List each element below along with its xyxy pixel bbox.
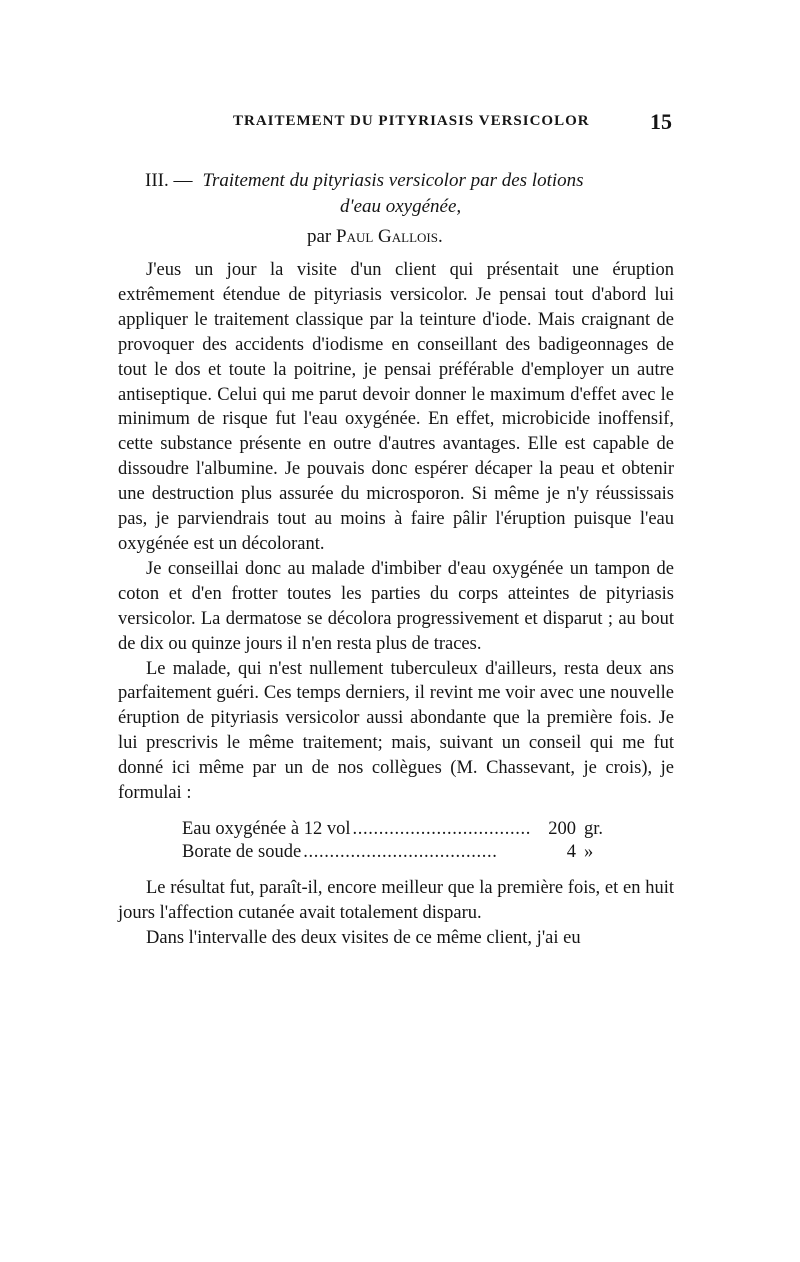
article-author [307,226,443,248]
paragraph: Le malade, qui n'est nullement tuberculeux d'ailleurs, resta deux ans parfaitement guéri. Ces temps derniers, il revint me voir avec une nouvelle éruption de pityriasis versicolor aussi abondante que la première fois. Je lui prescrivis le même traitement; mais, suivant un conseil qui me fut donné ici même par un de nos collègues (M. Chassevant, je crois), je formulai : [118,658,674,804]
leader-dots [303,841,530,864]
author-prefix: par [307,226,332,247]
formula-row [182,818,622,841]
paragraph: J'eus un jour la visite d'un client qui présentait une éruption extrêmement étendue de pityriasis versicolor. Je pensai tout d'abord lui appliquer le traitement classique par la teinture d'iode. Mais craignant de provoquer des accidents d'iodisme en conseillant des badigeonnages de tout le dos et toute la poitrine, je pensai préférable d'employer un autre antiseptique. Celui qui me parut devoir donner le maximum d'effet avec le minimum de risque fut l'eau oxygénée. En effet, microbicide inoffensif, cette substance présente en outre d'autres avantages. Elle est capable de dissoudre l'albumine. Je pouvais donc espérer décaper la peau et obtenir une destruction plus assurée du microsporon. Si même je n'y réussissais pas, je parviendrais tout au moins à faire pâlir l'éruption puisque l'eau oxygénée est un décolorant. [118,260,674,554]
ingredient-unit: gr. [584,818,604,839]
article-title-line2: d'eau oxygénée, [340,196,462,217]
prescription-formula [182,818,622,864]
ingredient-name: Eau oxygénée à 12 vol [182,818,351,839]
article-title [145,168,675,220]
paragraph: Dans l'intervalle des deux visites de ce même client, j'ai eu [146,927,581,948]
article-title-line1: Traitement du pityriasis versicolor par des lotions [202,170,584,191]
article-body [118,258,674,951]
ingredient-quantity: 200 [548,818,576,839]
page-number: 15 [650,109,672,134]
paragraph: Le résultat fut, paraît-il, encore meilleur que la première fois, et en huit jours l'affection cutanée avait totalement disparu. [118,877,674,923]
formula-row [182,841,622,864]
author-name: Paul Gallois. [336,226,443,247]
paragraph: Je conseillai donc au malade d'imbiber d'eau oxygénée un tampon de coton et d'en frotter toutes les parties du corps atteintes de pityriasis versicolor. La dermatose se décolora progressivement et disparut ; au bout de dix ou quinze jours il n'en resta plus de traces. [118,558,674,654]
page-header [128,109,672,141]
ingredient-quantity: 4 [566,841,576,862]
ingredient-name: Borate de soude [182,841,302,862]
ingredient-unit: » [584,841,594,862]
leader-dots [353,818,531,841]
article-number: III. — [145,170,193,191]
running-title: TRAITEMENT DU PITYRIASIS VERSICOLOR [233,113,590,129]
